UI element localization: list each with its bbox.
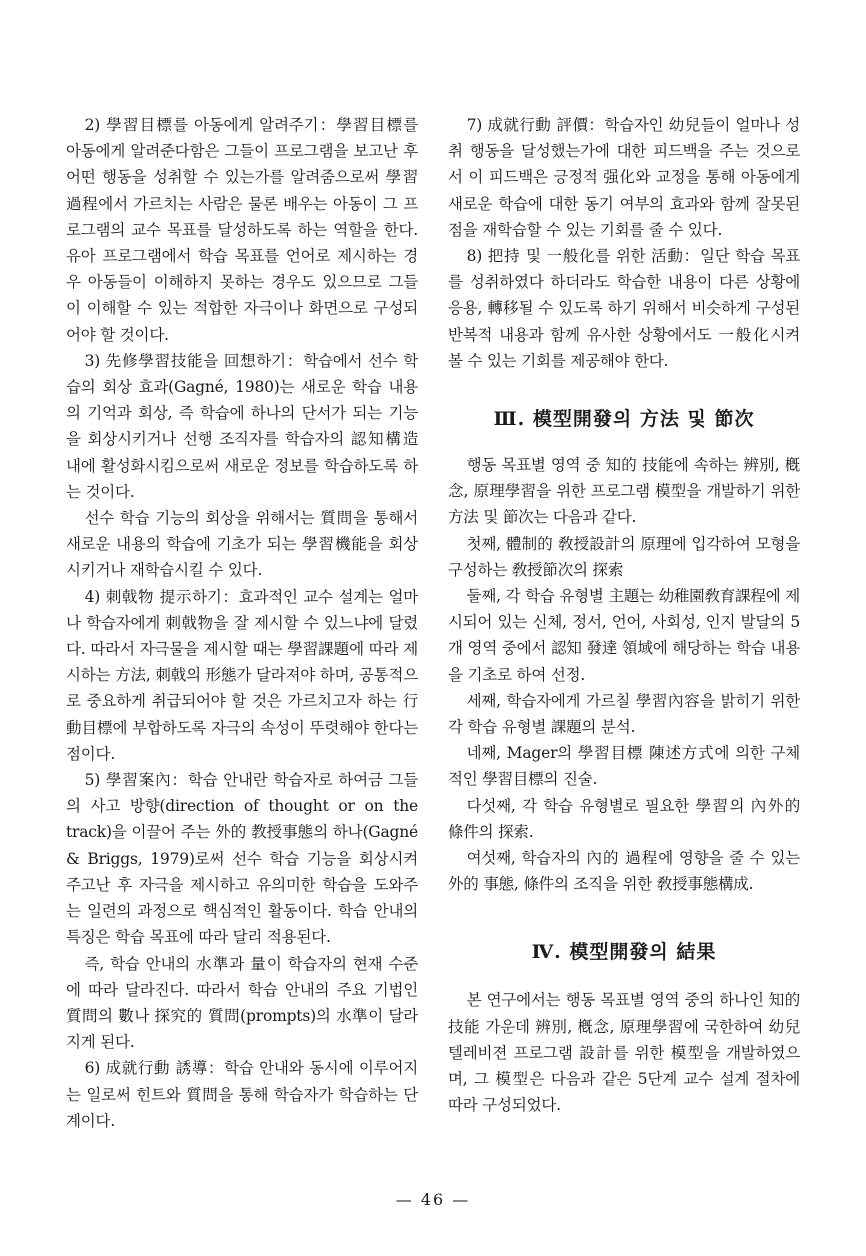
paragraph-prerequisite-recall: 3) 先修學習技能을 回想하기：학습에서 선수 학습의 회상 효과(Gagné, 1980)는 새로운 학습 내용의 기억과 회상, 즉 학습에 하나의 단서가 되는 기능을 회상시키거나 선행 조직자를 학습자의 認知構造 내에 활성화시킴으로써 새로운 정보를 학습하도록 하는 것이다. bbox=[66, 351, 418, 501]
paragraph-retention-transfer: 8) 把持 및 一般化를 위한 活動：일단 학습 목표를 성취하였다 하더라도 학습한 내용이 다른 상황에 응용, 轉移될 수 있도록 하기 위해서 비슷하게 구성된 반복적 내용과 함께 유사한 상황에서도 一般化시켜 볼 수 있는 기회를 제공해야 한다. bbox=[448, 247, 800, 370]
paragraph-results: 본 연구에서는 행동 목표별 영역 중의 하나인 知的 技能 가운데 辨別, 槪念, 原理學習에 국한하여 幼兒 텔레비젼 프로그램 設計를 위한 模型을 개발하였으며, 그 模型은 다음과 같은 5단계 교수 설계 절차에 따라 구성되었다. bbox=[448, 991, 800, 1115]
section-heading-results: Ⅳ. 模型開發의 結果 bbox=[531, 941, 717, 964]
paragraph-step-fifth: 다섯째, 각 학습 유형별로 필요한 學習의 內外的 條件의 探索. bbox=[448, 796, 800, 841]
paragraph-prerequisite-questions: 선수 학습 기능의 회상을 위해서는 質問을 통해서 새로운 내용의 학습에 기초가 되는 學習機能을 회상시키거나 재학습시킬 수 있다. bbox=[66, 509, 418, 580]
paragraph-step-third: 세째, 학습자에게 가르칠 學習內容을 밝히기 위한 각 학습 유형별 課題의 분석. bbox=[448, 691, 800, 737]
paragraph-step-second: 둘째, 각 학습 유형별 主題는 幼稚園敎育課程에 제시되어 있는 신체, 정서, 언어, 사회성, 인지 발달의 5개 영역 중에서 認知 發達 領域에 해당하는 학습 내용을 기초로 하여 선정. bbox=[448, 587, 800, 684]
page-number: — 46 — bbox=[395, 1190, 471, 1209]
paragraph-stimulus-presentation: 4) 刺戟物 提示하기：효과적인 교수 설계는 얼마나 학습자에게 刺戟物을 잘 제시할 수 있느냐에 달렸다. 따라서 자극물을 제시할 때는 學習課題에 따라 제시하는 方法, 刺戟의 形態가 달라져야 하며, 공통적으로 중요하게 취급되어야 할 것은 가르치고자 하는 行動目標에 부합하도록 자극의 속성이 뚜렷해야 한다는 점이다. bbox=[66, 587, 418, 763]
paragraph-guidance-level: 즉, 학습 안내의 水準과 量이 학습자의 현재 수준에 따라 달라진다. 따라서 학습 안내의 주요 기법인 質問의 數나 探究的 質問(prompts)의 水準이 달라지게 된다. bbox=[66, 954, 418, 1052]
section-heading-methods: Ⅲ. 模型開發의 方法 및 節次 bbox=[493, 408, 755, 431]
paragraph-methods-intro: 행동 목표별 영역 중 知的 技能에 속하는 辨別, 槪念, 原理學習을 위한 프로그램 模型을 개발하기 위한 方法 및 節次는 다음과 같다. bbox=[448, 456, 800, 527]
paragraph-step-fourth: 네째, Mager의 學習目標 陳述方式에 의한 구체적인 學習目標의 진술. bbox=[448, 744, 800, 789]
left-column bbox=[66, 112, 418, 1134]
paragraph-step-first: 첫째, 體制的 敎授設計의 原理에 입각하여 모형을 구성하는 敎授節次의 探索 bbox=[448, 534, 800, 579]
paragraph-step-sixth: 여섯째, 학습자의 內的 過程에 영향을 줄 수 있는 外的 事態, 條件의 조직을 위한 敎授事態構成. bbox=[448, 849, 800, 894]
paragraph-eliciting-performance: 6) 成就行動 誘導：학습 안내와 동시에 이루어지는 일로써 힌트와 質問을 통해 학습자가 학습하는 단계이다. bbox=[66, 1059, 418, 1130]
right-column bbox=[448, 112, 800, 1119]
paragraph-learning-guidance: 5) 學習案內：학습 안내란 학습자로 하여금 그들의 사고 방향(direction of thought or on the track)을 이끌어 주는 外的 教授事態의 하나(Gagné & Briggs, 1979)로써 선수 학습 기능을 회상시켜 주고난 후 자극을 제시하고 유의미한 학습을 도와주는 일련의 과정으로 핵심적인 활동이다. 학습 안내의 특징은 학습 목표에 따라 달리 적용된다. bbox=[66, 771, 418, 947]
paragraph-assessing-performance: 7) 成就行動 評價：학습자인 幼兒들이 얼마나 성취 행동을 달성했는가에 대한 피드백을 주는 것으로서 이 피드백은 긍정적 强化와 교정을 통해 아동에게 새로운 학습에 대한 동기 여부의 효과와 함께 잘못된 점을 재학습할 수 있는 기회를 줄 수 있다. bbox=[448, 116, 800, 239]
paragraph-learning-objectives: 2) 學習目標를 아동에게 알려주기：學習目標를 아동에게 알려준다함은 그들이 프로그램을 보고난 후 어떤 행동을 성취할 수 있는가를 알려줌으로써 學習過程에서 가르치는 사람은 물론 배우는 아동이 그 프로그램의 교수 목표를 달성하도록 하는 역할을 한다. 유아 프로그램에서 학습 목표를 언어로 제시하는 경우 아동들이 이해하지 못하는 경우도 있으므로 그들이 이해할 수 있는 적합한 자극이나 화면으로 구성되어야 할 것이다. bbox=[66, 116, 418, 344]
